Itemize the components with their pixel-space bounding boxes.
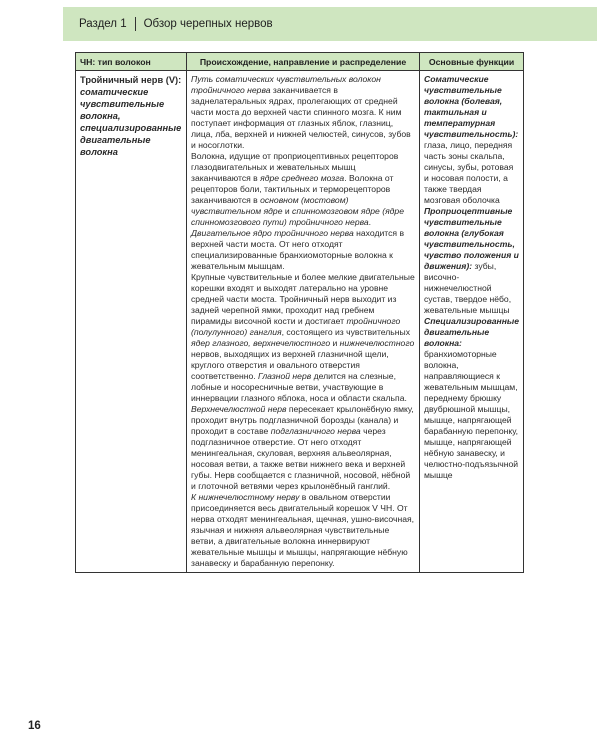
function-term: Проприоцептивные чувствительные волокна (глубокая чувствительность, чувство положения и движения): <box>424 206 519 271</box>
text: . Волокна от рецепторов боли, тактильных и терморецепторов заканчиваются в <box>191 173 394 205</box>
text: Крупные чувствительные и более мелкие двигательные корешки входят и выходят латерально на уровне средней части моста. Тройничный нерв выходит из задней черепной ямки, проходит над гребнем пирамиды височной кости и достигает <box>191 272 415 326</box>
cell-origin-distribution <box>187 71 420 573</box>
term-mandibular-nerve: К нижнечелюстному нерву <box>191 492 300 502</box>
header-main-functions: Основные функции <box>420 53 524 71</box>
paragraph-roots-branches <box>191 272 415 492</box>
function-proprioceptive <box>424 206 519 316</box>
function-description: зубы, височно-нижнечелюстной сустав, твердое нёбо, жевательные мышцы <box>424 261 512 315</box>
page-number: 16 <box>28 720 41 732</box>
nerve-name <box>80 74 182 158</box>
term-sensory-path: Путь соматических чувствительных волокон тройничного нерва <box>191 74 381 95</box>
paragraph-mandibular <box>191 492 415 569</box>
table-header-row <box>76 53 524 71</box>
function-somatic-sensory <box>424 74 519 206</box>
term-spinal-nucleus: спинномозговом ядре (ядре спинномозгового пути) тройничного нерва <box>191 206 404 227</box>
paragraph-sensory-path <box>191 74 415 151</box>
term-principal-sensory-nucleus: основном (мостовом) чувствительном ядре <box>191 195 349 216</box>
term-infraorbital-nerve: подглазничного нерва <box>270 426 361 436</box>
term-ophthalmic-nerve: Глазной нерв <box>258 371 312 381</box>
text: пересекает крылонёбную ямку, проходит внутрь подглазничной борозды (канала) и проходит в составе <box>191 404 414 436</box>
table-row-trigeminal <box>76 71 524 573</box>
chapter-header-bar <box>63 7 597 41</box>
fiber-types: соматические чувствительные волокна, специализированные двигательные волокна <box>80 87 182 157</box>
function-description: бранхиомоторные волокна, направляющиеся к жевательным мышцам, переднему брюшку двубрюшной мышцы, мышце, напрягающей барабанную перепонку, мышце, напрягающей нёбную занавеску, и челюстно-подъязычной мышце <box>424 349 519 480</box>
header-divider <box>135 17 136 31</box>
cranial-nerve-table <box>75 52 524 573</box>
term-mandibular: нижнечелюстного <box>339 338 415 348</box>
text: Волокна, идущие от проприоцептивных рецепторов глазодвигательных и жевательных мышц заканчиваются в <box>191 151 399 183</box>
nerve-name-text: Тройничный нерв (V): <box>80 75 182 85</box>
text: и <box>282 206 293 216</box>
term-maxillary-nerve: Верхнечелюстной нерв <box>191 404 287 414</box>
cell-nerve-name <box>76 71 187 573</box>
section-title: Обзор черепных нервов <box>143 18 273 30</box>
text-sensory-path: заканчивается в заднелатеральных ядрах, пролегающих от средней части моста до верхней части спинного мозга. К ним поступает информация от глазных яблок, глазниц, лица, лба, верхней и нижней челюстей, синусов, зубов и носоглотки. <box>191 85 411 150</box>
text: нервов, выходящих из верхней глазничной щели, круглого отверстия и овального отверстия соответственно. <box>191 349 389 381</box>
term-ophthalmic-maxillary: ядер глазного, верхнечелюстного <box>191 338 331 348</box>
function-special-motor <box>424 316 519 481</box>
function-description: глаза, лицо, передняя часть зоны скальпа, синусы, зубы, ротовая и носовая полости, а также твердая мозговая оболочка <box>424 140 514 205</box>
header-nerve-type: ЧН: тип волокон <box>76 53 187 71</box>
function-term: Соматические чувствительные волокна (болевая, тактильная и температурная чувствительность): <box>424 74 519 139</box>
text: . <box>368 217 372 227</box>
cell-main-functions <box>420 71 524 573</box>
term-midbrain-nucleus: ядре среднего мозга <box>260 173 345 183</box>
text: делится на слезные, лобные и носоресничные ветви, участвующие в иннервации глазного яблока, носа и области скальпа. <box>191 371 407 403</box>
text: через подглазничное отверстие. От него отходят менингеальная, скуловая, верхняя альвеолярная, носовая ветви, а также ветви нижнего века и верхней губы. Нерв сообщается с глазничной, носовой, нёбной и глоточной ветвями через крылонёбный ганглий. <box>191 426 411 491</box>
term-motor-nucleus: Двигательное ядро тройничного нерва <box>191 228 354 238</box>
text: , состоящего из чувствительных <box>281 327 411 337</box>
text: находится в верхней части моста. От него отходят специализированные бранхиомоторные волокна к жевательным мышцам. <box>191 228 405 271</box>
function-term: Специализированные двигательные волокна: <box>424 316 520 348</box>
term-trigeminal-ganglion: тройничного (полулунного) ганглия <box>191 316 401 337</box>
text: в овальном отверстии присоединяется весь двигательный корешок V ЧН. От нерва отходят менингеальная, щечная, ушно-височная, язычная и нижняя альвеолярная чувствительные ветви, а двигательные волокна иннервируют жевательные мышцы и мышцы, напрягающие нёбную занавеску и барабанную перепонку. <box>191 492 415 568</box>
header-origin-distribution: Происхождение, направление и распределение <box>187 53 420 71</box>
section-label: Раздел 1 <box>79 18 127 30</box>
paragraph-nuclei <box>191 151 415 272</box>
text: и <box>330 338 340 348</box>
